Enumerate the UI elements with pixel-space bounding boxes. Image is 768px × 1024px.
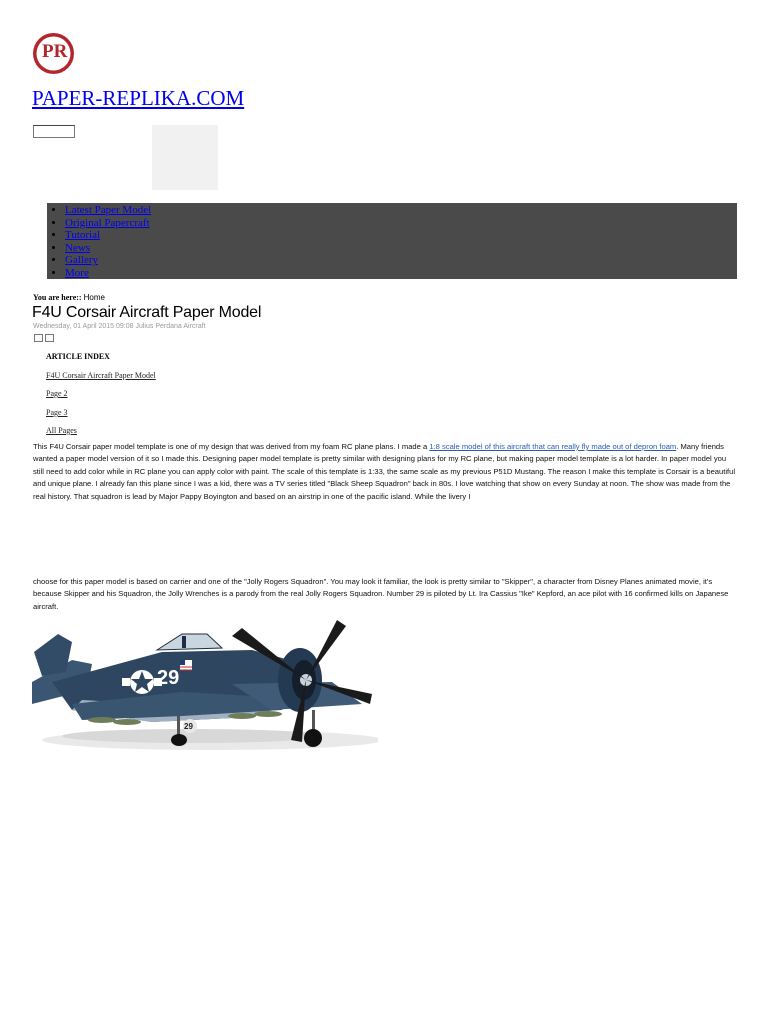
nav-link-latest[interactable]: Latest Paper Model: [65, 204, 152, 216]
nav-item-news: [65, 242, 737, 255]
nav-item-latest: [65, 204, 737, 217]
plane-number-29: 29: [157, 667, 180, 689]
site-title-link[interactable]: PAPER-REPLIKA.COM: [32, 86, 245, 110]
paragraph-1-text-a: This F4U Corsair paper model template is one of my design that was derived from my foam RC plane plans. I made a: [33, 442, 430, 451]
breadcrumb: [33, 293, 105, 302]
depron-model-link[interactable]: 1:8 scale model of this aircraft that can really fly made out of depron foam: [429, 442, 677, 451]
index-link-all-pages[interactable]: All Pages: [46, 426, 77, 435]
article-meta: Wednesday, 01 April 2015 09:08 Julius Perdana Aircraft: [33, 323, 206, 330]
print-icon[interactable]: [45, 334, 54, 342]
ad-placeholder: [152, 125, 218, 190]
site-logo-icon[interactable]: [32, 32, 75, 75]
main-nav: [47, 203, 737, 279]
nav-item-more: [65, 267, 737, 280]
nav-link-more[interactable]: More: [65, 266, 89, 279]
nav-item-tutorial: [65, 229, 737, 242]
nav-link-tutorial[interactable]: Tutorial: [65, 229, 101, 242]
nav-item-gallery: [65, 254, 737, 267]
search-input[interactable]: [33, 125, 75, 138]
nav-link-original[interactable]: Original Papercraft: [65, 216, 150, 229]
logo-p-letter: PR: [42, 41, 68, 62]
corsair-model-image: [32, 612, 378, 750]
breadcrumb-current: Home: [83, 293, 105, 302]
article-index-heading: ARTICLE INDEX: [46, 352, 110, 361]
index-link-page2[interactable]: Page 2: [46, 389, 68, 398]
index-link-page3[interactable]: Page 3: [46, 408, 68, 417]
nav-link-gallery[interactable]: Gallery: [65, 254, 98, 267]
article-title: F4U Corsair Aircraft Paper Model: [32, 304, 262, 321]
article-paragraph-1: [33, 441, 737, 503]
nav-link-news[interactable]: News: [65, 241, 91, 254]
nav-item-original: [65, 217, 737, 230]
breadcrumb-prefix: You are here::: [33, 293, 82, 302]
email-icon[interactable]: [34, 334, 43, 342]
article-tools: [34, 334, 54, 342]
paragraph-1-text-b: . Many friends wanted a paper model version of it so I made this. Designing paper model template is pretty similar with designing plans for my RC plane, but making paper model template is a lot harder. In paper model you still need to add color while in RC plane you can apply color with paint. The scale of this template is 1:33, the same scale as my previous P51D Mustang. The reason I make this template is Corsair is a beautiful and unique plane. I already fan this plane since I was a kid, there was a TV series titled "Black Sheep Squadron" back in 80s. I love watching that show on every Sunday at noon. The show was made from the real history. That squadron is lead by Major Pappy Boyington and based on an airstrip in one of the pacific island. While the livery I: [33, 442, 736, 501]
index-link-page1[interactable]: F4U Corsair Aircraft Paper Model: [46, 371, 156, 380]
article-paragraph-2: choose for this paper model is based on carrier and one of the "Jolly Rogers Squadron". You may look it familiar, the look is pretty similar to "Skipper", a character from Disney Planes animated movie, it's because Skipper and his Squadron, the Jolly Wrenches is a parody from the real Jolly Rogers Squadron. Number 29 is piloted by Lt. Ira Cassius "Ike" Kepford, an ace pilot with 16 confirmed kills on Japanese aircraft.: [33, 577, 729, 611]
tail-number-29: 29: [184, 722, 193, 731]
